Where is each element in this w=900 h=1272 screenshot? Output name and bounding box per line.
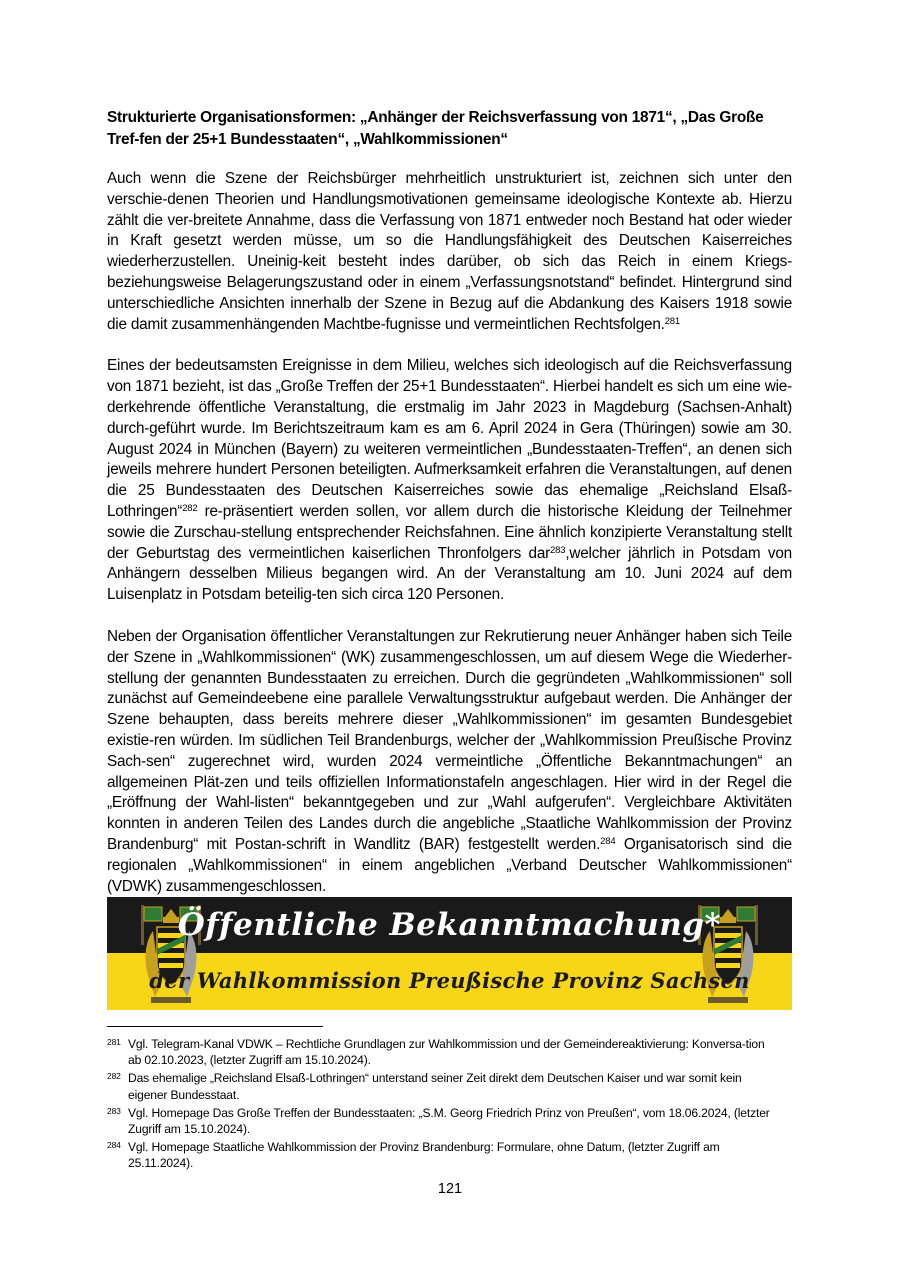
paragraph-2 bbox=[107, 356, 792, 606]
banner-subtitle: der Wahlkommission Preußische Provinz Sachsen bbox=[149, 968, 750, 993]
page-number: 121 bbox=[437, 1181, 463, 1197]
footnote-283 bbox=[107, 1105, 777, 1137]
paragraph-3-text-a: Neben der Organisation öffentlicher Veranstaltungen zur Rekrutierung neuer Anhänger haben sich Teile der Szene in „Wahlkommissionen“ (WK) zusammengeschlossen, um auf diesem Wege die Wiederher-stellung der genannten Bundesstaaten zu erreichen. Durch die gegründeten „Wahlkommissionen“ soll zunächst auf Gemeindeebene eine parallele Verwaltungsstruktur aufgebaut werden. Die Anhänger der Szene behaupten, dass bereits mehrere dieser „Wahlkommissionen“ im gesamten Bundesgebiet existie-ren würden. Im südlichen Teil Brandenburgs, welcher der „Wahlkommission Preußische Provinz Sach-sen“ zugerechnet wird, wurden 2024 vermeintliche „Öffentliche Bekanntmachungen“ an allgemeinen Plät-zen und teils offiziellen Informationstafeln angeschlagen. Hier wird in der Regel die „Eröffnung der Wahl-listen“ bekanntgegeben und zur „Wahl aufgerufen“. Vergleichbare Aktivitäten konnten in anderen Teilen des Landes durch die angebliche „Staatliche Wahlkommission der Provinz Brandenburg“ mit Postan-schrift in Wandlitz (BAR) festgestellt werden. bbox=[107, 627, 792, 853]
footnote-number: 284 bbox=[107, 1140, 121, 1151]
paragraph-2-text-a: Eines der bedeutsamsten Ereignisse in dem Milieu, welches sich ideologisch auf die Reichsverfassung von 1871 bezieht, ist das „Große Treffen der 25+1 Bundesstaaten“. Hierbei handelt es sich um eine wie-derkehrende öffentliche Veranstaltung, die erstmalig im Jahr 2023 in Magdeburg (Sachsen-Anhalt) durch-geführt wurde. Im Berichtszeitraum kam es am 6. April 2024 in Gera (Thüringen) sowie am 30. August 2024 in München (Bayern) zu weiteren vermeintlichen „Bundesstaaten-Treffen“, an denen sich jeweils mehrere hundert Personen beteiligten. Aufmerksamkeit erfahren die Veranstaltungen, auf denen die 25 Bundesstaaten des Deutschen Kaiserreiches sowie das ehemalige „Reichsland Elsaß-Lothringen“ bbox=[107, 357, 792, 520]
footnote-text: Vgl. Telegram-Kanal VDWK – Rechtliche Grundlagen zur Wahlkommission und der Gemeindereaktivierung: Konversa-tion ab 02.10.2023, (letzter Zugriff am 15.10.2024). bbox=[128, 1037, 765, 1068]
footnote-number: 281 bbox=[107, 1037, 121, 1047]
footnote-ref-284[interactable]: 284 bbox=[600, 835, 616, 847]
footnote-text: Vgl. Homepage Staatliche Wahlkommission der Provinz Brandenburg: Formulare, ohne Datum, (letzter Zugriff am 25.11.2024). bbox=[128, 1140, 720, 1171]
footnote-284 bbox=[107, 1139, 777, 1171]
paragraph-2-text-b: re-präsentiert werden sollen, vor allem durch die historische Kleidung der Teilnehmer sowie die Zurschau-stellung entsprechender Reichsfahnen. Eine ähnlich konzipierte Veranstaltung stellt der Geburtstag des vermeintlichen kaiserlichen Thronfolgers dar bbox=[107, 502, 792, 562]
footnote-number: 282 bbox=[107, 1071, 121, 1082]
footnote-text: Das ehemalige „Reichsland Elsaß-Lothringen“ unterstand seiner Zeit direkt dem Deutschen Kaiser und war somit kein eigener Bundesstaat. bbox=[128, 1071, 742, 1102]
footnote-282 bbox=[107, 1070, 777, 1102]
paragraph-3-text-b: Organisatorisch sind die regionalen „Wahlkommissionen“ in einem angeblichen „Verband Deutscher Wahlkommissionen“ (VDWK) zusammengeschlossen. bbox=[107, 835, 792, 895]
paragraph-1-text: Auch wenn die Szene der Reichsbürger mehrheitlich unstrukturiert ist, zeichnen sich unter den verschie-denen Theorien und Handlungsmotivationen gemeinsame ideologische Kontexte ab. Hierzu zählt die ver-breitete Annahme, dass die Verfassung von 1871 entweder noch Bestand hat oder wieder in Kraft gesetzt werden müsse, um so die Handlungsfähigkeit des Deutschen Kaiserreiches wiederherzustellen. Uneinig-keit besteht indes darüber, ob sich das Reich in einem Kriegs- beziehungsweise Belagerungszustand oder in einem „Verfassungsnotstand“ befindet. Hintergrund sind unterschiedliche Ansichten innerhalb der Szene in Bezug auf die Abdankung des Kaisers 1918 sowie die damit zusammenhängenden Machtbe-fugnisse und vermeintlichen Rechtsfolgen. bbox=[107, 170, 792, 333]
footnote-ref-283[interactable]: 283 bbox=[550, 544, 566, 556]
footnotes bbox=[107, 1036, 777, 1174]
paragraph-3 bbox=[107, 627, 792, 897]
announcement-banner-image bbox=[107, 897, 792, 1010]
footnote-281 bbox=[107, 1036, 777, 1068]
footnote-ref-282[interactable]: 282 bbox=[182, 502, 198, 514]
footnote-separator bbox=[107, 1026, 323, 1027]
footnote-number: 283 bbox=[107, 1105, 121, 1116]
footnote-ref-281[interactable]: 281 bbox=[664, 315, 680, 327]
footnote-text: Vgl. Homepage Das Große Treffen der Bundesstaaten: „S.M. Georg Friedrich Prinz von Preußen“, vom 18.06.2024, (letzter Zugriff am 15.10.2024). bbox=[128, 1105, 770, 1137]
banner-title: Öffentliche Bekanntmachung* bbox=[177, 907, 722, 943]
main-content bbox=[107, 107, 792, 918]
paragraph-1 bbox=[107, 169, 792, 335]
paragraph-2-text-c: ,welcher jährlich in Potsdam von Anhängern desselben Milieus begangen wird. An der Veranstaltung am 10. Juni 2024 auf dem Luisenplatz in Potsdam beteilig-ten sich circa 120 Personen. bbox=[107, 544, 792, 604]
section-heading: Strukturierte Organisationsformen: „Anhänger der Reichsverfassung von 1871“, „Das Große Tref-fen der 25+1 Bundesstaaten“, „Wahlkommissionen“ bbox=[107, 109, 764, 148]
